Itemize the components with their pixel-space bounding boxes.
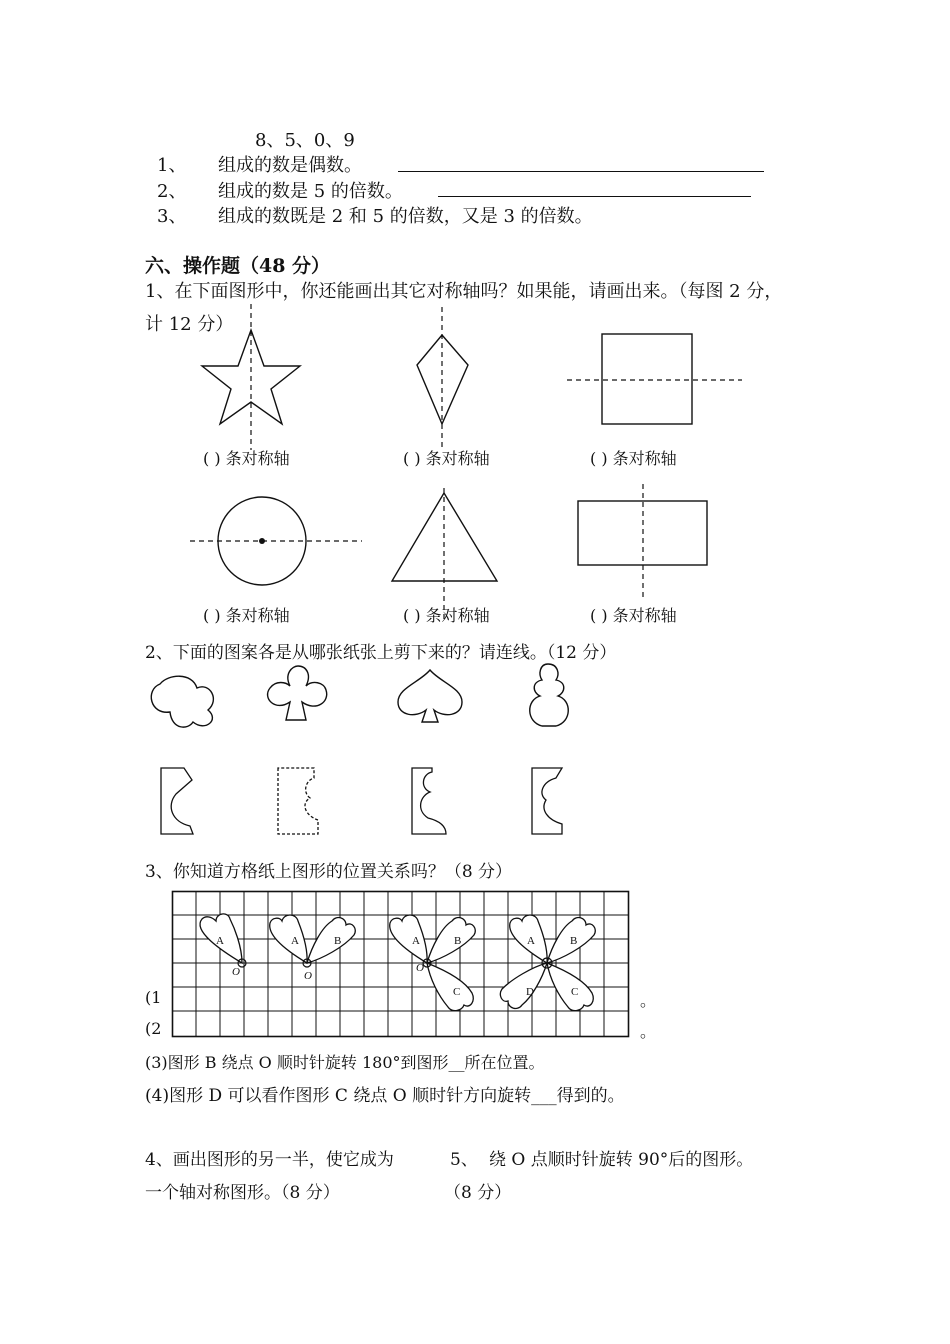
grid-lines	[172, 891, 629, 1037]
grid-label: O	[304, 970, 312, 982]
q2-number: 2、	[157, 181, 187, 202]
grid-label: D	[526, 986, 534, 998]
problem3-text: 3、你知道方格纸上图形的位置关系吗？（8 分）	[145, 862, 513, 882]
grid-label: A	[291, 935, 299, 947]
spade-cutout-icon	[398, 670, 462, 722]
problem2-text: 2、下面的图案各是从哪张纸张上剪下来的？请连线。（12 分）	[145, 643, 617, 663]
q3-item2: (2	[145, 1019, 162, 1038]
axis-count-label: ( ) 条对称轴	[203, 606, 290, 625]
q3-item4: (4)图形 D 可以看作图形 C 绕点 O 顺时针方向旋转___得到的。	[145, 1086, 625, 1106]
q1-text: 组成的数是偶数。	[218, 155, 362, 176]
petal-A-3	[390, 915, 427, 963]
axis-count-label: ( ) 条对称轴	[590, 606, 677, 625]
axis-count-label: ( ) 条对称轴	[403, 449, 490, 468]
grid-label: B	[334, 935, 342, 947]
problem4-line1: 4、画出图形的另一半，使它成为	[145, 1150, 394, 1170]
petal-A-2	[270, 915, 307, 963]
q3-item2-end: 。	[640, 1022, 657, 1041]
grid-label: B	[454, 935, 462, 947]
gourd-cutout-icon	[530, 664, 569, 726]
grid-label: B	[570, 935, 578, 947]
triangle-icon	[392, 488, 497, 620]
axis-count-label: ( ) 条对称轴	[203, 449, 290, 468]
axis-count-label: ( ) 条对称轴	[590, 449, 677, 468]
grid-figure	[172, 891, 632, 1039]
q3-item3: (3)图形 B 绕点 O 顺时针旋转 180°到图形__所在位置。	[145, 1053, 545, 1072]
club-cutout-icon	[268, 666, 327, 720]
circle-icon	[190, 497, 362, 585]
q3-item1: (1	[145, 988, 162, 1007]
problem1-line2: 计 12 分）	[145, 314, 234, 335]
q3-number: 3、	[157, 206, 187, 227]
problem4-line2: 一个轴对称图形。（8 分）	[145, 1183, 340, 1203]
cutout-shapes	[0, 660, 950, 860]
grid-label: A	[527, 935, 535, 947]
grid-label: A	[412, 935, 420, 947]
problem1-line1: 1、在下面图形中，你还能画出其它对称轴吗？如果能，请画出来。（每图 2 分，	[145, 281, 783, 302]
grid-label: A	[216, 935, 224, 947]
rectangle-icon	[578, 484, 707, 600]
q2-text: 组成的数是 5 的倍数。	[218, 181, 403, 202]
grid-label: C	[453, 986, 461, 998]
grid-label: C	[571, 986, 579, 998]
folded-paper-icon	[161, 768, 562, 834]
petal-D-4	[500, 963, 547, 1008]
symmetry-shapes	[0, 0, 950, 640]
axis-count-label: ( ) 条对称轴	[403, 606, 490, 625]
section-heading: 六、操作题（48 分）	[145, 255, 331, 277]
problem5-line2: （8 分）	[444, 1183, 512, 1203]
petal-B-3	[427, 918, 475, 963]
problem5-line1: 绕 O 点顺时针旋转 90°后的图形。	[489, 1150, 754, 1170]
q1-number: 1、	[157, 155, 187, 176]
square-icon	[567, 334, 742, 424]
grid-label: O	[232, 966, 240, 978]
problem5-number: 5、	[450, 1150, 478, 1170]
q3-item1-end: 。	[640, 991, 657, 1010]
rhombus-icon	[417, 307, 468, 450]
digits-line: 8、5、0、9	[255, 130, 355, 151]
trefoil-cutout-icon	[151, 676, 213, 727]
star-icon	[202, 304, 300, 450]
grid-label: O	[416, 962, 424, 974]
q3-text: 组成的数既是 2 和 5 的倍数，又是 3 的倍数。	[218, 206, 593, 227]
petal-B-2	[307, 918, 355, 963]
